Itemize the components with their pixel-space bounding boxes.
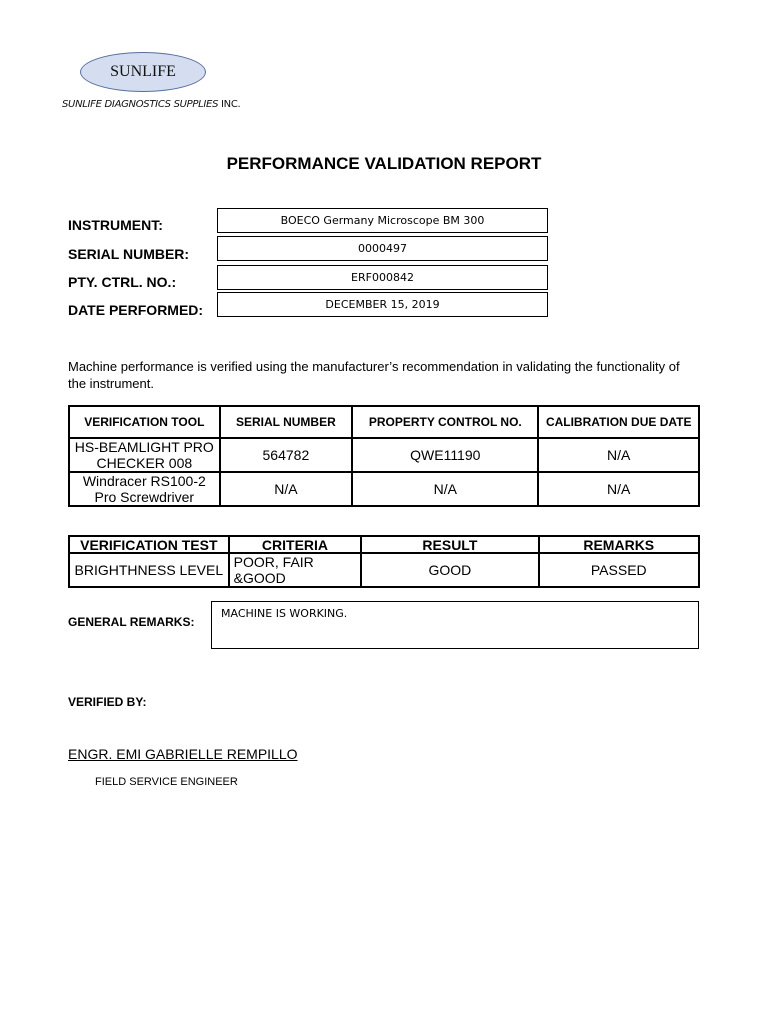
property-control-label: PTY. CTRL. NO.: xyxy=(68,274,177,290)
table-header-row xyxy=(69,406,699,438)
intro-paragraph: Machine performance is verified using the manufacturer’s recommendation in validating the functionality of the instrument. xyxy=(68,359,680,391)
column-header: PROPERTY CONTROL NO. xyxy=(352,406,538,438)
column-header: REMARKS xyxy=(539,536,699,553)
company-name xyxy=(62,99,240,110)
table-cell: PASSED xyxy=(539,553,699,587)
signer-position: FIELD SERVICE ENGINEER xyxy=(95,776,238,788)
logo-text: SUNLIFE xyxy=(110,63,176,80)
table-cell: POOR, FAIR &GOOD xyxy=(229,553,362,587)
property-control-value: ERF000842 xyxy=(217,265,548,290)
table-row xyxy=(69,472,699,506)
company-logo xyxy=(80,52,206,92)
report-title: PERFORMANCE VALIDATION REPORT xyxy=(226,154,542,173)
table-row xyxy=(69,553,699,587)
company-name-suffix: INC. xyxy=(218,99,241,110)
column-header: VERIFICATION TOOL xyxy=(69,406,220,438)
instrument-value: BOECO Germany Microscope BM 300 xyxy=(217,208,548,233)
table-cell: N/A xyxy=(538,472,699,506)
column-header: VERIFICATION TEST xyxy=(69,536,229,553)
serial-number-value: 0000497 xyxy=(217,236,548,261)
column-header: RESULT xyxy=(361,536,538,553)
table-cell: QWE11190 xyxy=(352,438,538,472)
general-remarks-label: GENERAL REMARKS: xyxy=(68,615,195,629)
table-cell: BRIGHTHNESS LEVEL xyxy=(69,553,229,587)
table-cell: GOOD xyxy=(361,553,538,587)
verification-tools-table xyxy=(68,405,700,507)
company-name-italic: SUNLIFE DIAGNOSTICS SUPPLIES xyxy=(62,99,219,110)
table-cell: HS-BEAMLIGHT PRO CHECKER 008 xyxy=(69,438,220,472)
table-cell: N/A xyxy=(220,472,353,506)
table-row xyxy=(69,438,699,472)
table-header-row xyxy=(69,536,699,553)
instrument-label: INSTRUMENT: xyxy=(68,217,163,233)
date-performed-label: DATE PERFORMED: xyxy=(68,302,204,318)
column-header: CRITERIA xyxy=(229,536,362,553)
column-header: SERIAL NUMBER xyxy=(220,406,353,438)
verification-test-table xyxy=(68,535,700,588)
general-remarks-value: MACHINE IS WORKING. xyxy=(211,601,699,649)
table-cell: N/A xyxy=(538,438,699,472)
table-cell: 564782 xyxy=(220,438,353,472)
signer-name: ENGR. EMI GABRIELLE REMPILLO xyxy=(68,746,298,762)
table-cell: N/A xyxy=(352,472,538,506)
column-header: CALIBRATION DUE DATE xyxy=(538,406,699,438)
verified-by-label: VERIFIED BY: xyxy=(68,695,147,709)
serial-number-label: SERIAL NUMBER: xyxy=(68,246,190,262)
table-cell: Windracer RS100-2 Pro Screwdriver xyxy=(69,472,220,506)
date-performed-value: DECEMBER 15, 2019 xyxy=(217,292,548,317)
